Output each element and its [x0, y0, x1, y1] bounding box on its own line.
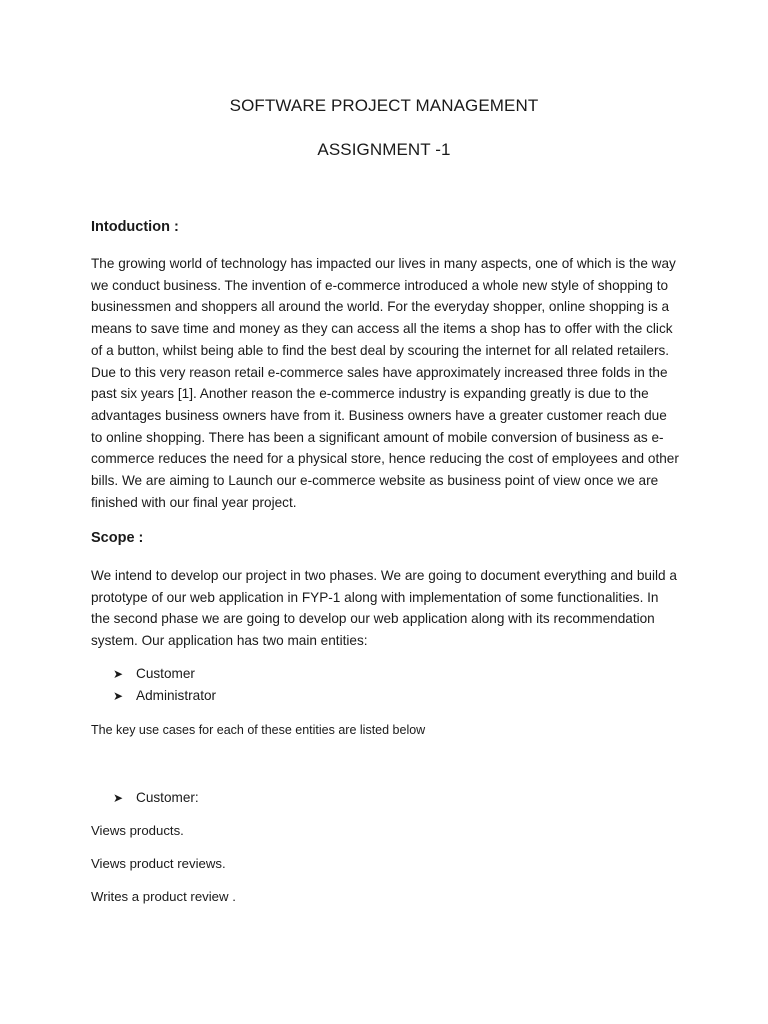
arrowhead-bullet-icon: ➤	[113, 791, 124, 805]
entity-list-item	[113, 685, 216, 707]
arrowhead-bullet-icon: ➤	[113, 689, 124, 703]
customer-heading	[113, 787, 199, 809]
use-case-item: Views products.	[91, 823, 184, 838]
entity-label: Administrator	[136, 688, 217, 703]
use-case-intro: The key use cases for each of these entities are listed below	[91, 723, 426, 737]
document-title: SOFTWARE PROJECT MANAGEMENT	[229, 96, 539, 115]
document-subtitle: ASSIGNMENT -1	[317, 140, 451, 159]
use-case-item: Writes a product review .	[91, 889, 236, 904]
customer-heading-label: Customer:	[136, 790, 199, 805]
entity-list-item	[113, 663, 195, 685]
scope-heading: Scope :	[91, 530, 144, 546]
scope-paragraph: We intend to develop our project in two phases. We are going to document everything and build a prototype of our web application in FYP-1 along with implementation of some functionalities. In the second phase we are going to develop our web application along with its recommendation system. Our application has two main entities:	[91, 568, 677, 649]
entity-label: Customer	[136, 666, 195, 681]
introduction-heading: Intoduction :	[91, 219, 179, 235]
arrowhead-bullet-icon: ➤	[113, 667, 124, 681]
introduction-paragraph: The growing world of technology has impacted our lives in many aspects, one of which is the way we conduct business. The invention of e-commerce introduced a whole new style of shopping to businessmen and shoppers all around the world. For the everyday shopper, online shopping is a means to save time and money as they can access all the items a shop has to offer with the click of a button, whilst being able to find the best deal by scouring the internet for all related retailers. Due to this very reason retail e-commerce sales have approximately increased three folds in the past six years [1]. Another reason the e-commerce industry is expanding greatly is due to the advantages business owners have from it. Business owners have a greater customer reach due to online shopping. There has been a significant amount of mobile conversion of business as e-commerce reduces the need for a physical store, hence reducing the cost of employees and other bills. We are aiming to Launch our e-commerce website as business point of view once we are finished with our final year project.	[91, 256, 679, 510]
use-case-item: Views product reviews.	[91, 856, 226, 871]
